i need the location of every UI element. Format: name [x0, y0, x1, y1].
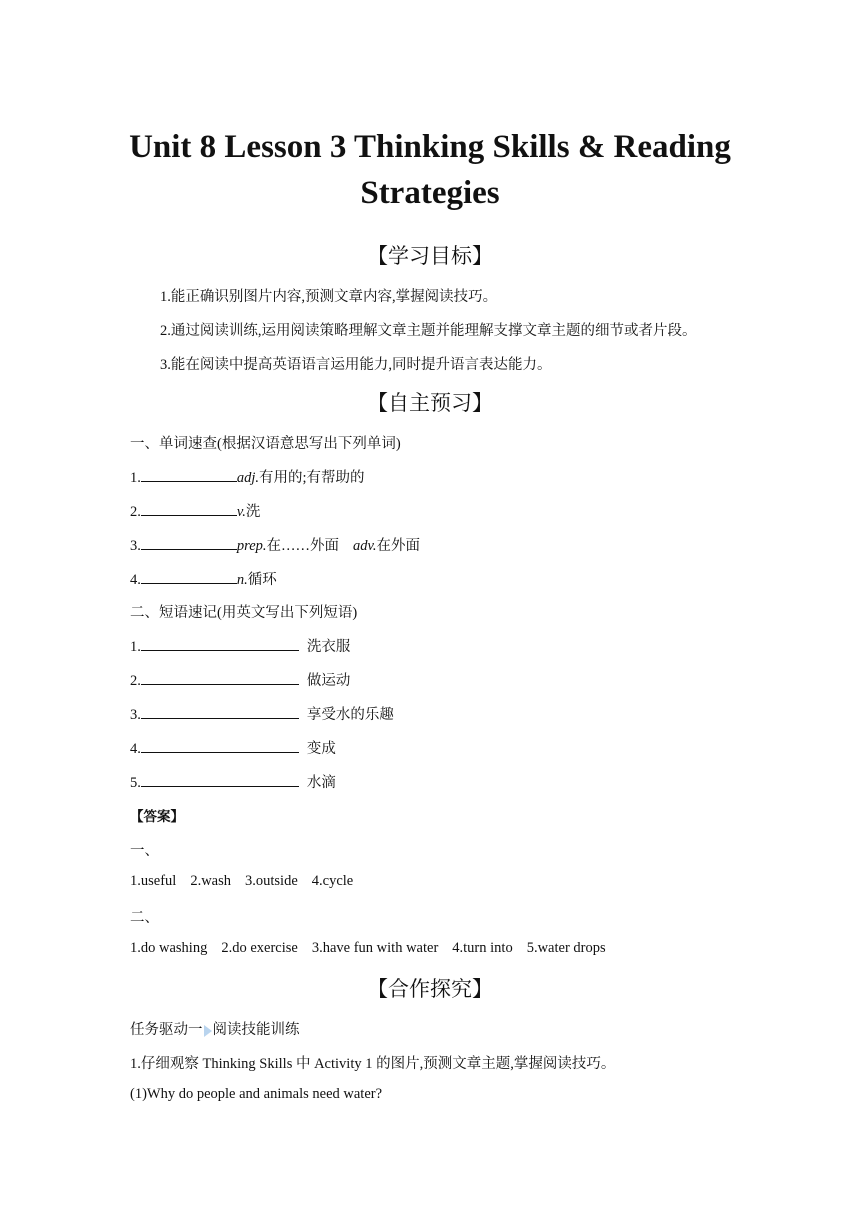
section-heading-preview: 【自主预习】: [367, 391, 493, 415]
answer-blank[interactable]: [141, 772, 299, 787]
page-title: Unit 8 Lesson 3 Thinking Skills & Reading Strategies: [129, 129, 731, 211]
task-heading: 任务驱动一 阅读技能训练: [130, 1022, 300, 1038]
word-item: 1. adj.有用的;有帮助的: [130, 466, 365, 487]
word-item: 4. n.循环: [130, 568, 277, 589]
answers-part1-label: 一、: [130, 843, 159, 859]
phrase-item: 3. 享受水的乐趣: [130, 703, 394, 724]
answer-blank[interactable]: [141, 704, 299, 719]
answers-part1: 1.useful 2.wash 3.outside 4.cycle: [130, 873, 354, 889]
answers-label: 【答案】: [130, 809, 184, 825]
part2-heading: 二、短语速记(用英文写出下列短语): [130, 605, 358, 621]
answer-blank[interactable]: [141, 501, 237, 516]
phrase-item: 1. 洗衣服: [130, 635, 350, 656]
answer-blank[interactable]: [141, 738, 299, 753]
answers-part2: 1.do washing 2.do exercise 3.have fun with water 4.turn into 5.water drops: [130, 940, 606, 956]
question-1-1: (1)Why do people and animals need water?: [130, 1086, 383, 1102]
question-1: 1.仔细观察 Thinking Skills 中 Activity 1 的图片,预测文章主题,掌握阅读技巧。: [130, 1056, 616, 1072]
answer-blank[interactable]: [141, 670, 299, 685]
part1-heading: 一、单词速查(根据汉语意思写出下列单词): [130, 436, 401, 452]
phrase-item: 5. 水滴: [130, 771, 336, 792]
objective-item: 3.能在阅读中提高英语语言运用能力,同时提升语言表达能力。: [160, 357, 552, 373]
phrase-item: 2. 做运动: [130, 669, 350, 690]
word-item: 2. v.洗: [130, 500, 260, 521]
section-heading-objectives: 【学习目标】: [367, 244, 493, 268]
word-item: 3. prep.在……外面 adv.在外面: [130, 534, 420, 555]
section-heading-cooperate: 【合作探究】: [367, 977, 493, 1001]
answers-part2-label: 二、: [130, 910, 159, 926]
arrow-right-icon: [204, 1025, 212, 1037]
answer-blank[interactable]: [141, 535, 237, 550]
phrase-item: 4. 变成: [130, 737, 336, 758]
objective-item: 1.能正确识别图片内容,预测文章内容,掌握阅读技巧。: [160, 289, 498, 305]
answer-blank[interactable]: [141, 636, 299, 651]
answer-blank[interactable]: [141, 569, 237, 584]
objective-item: 2.通过阅读训练,运用阅读策略理解文章主题并能理解支撑文章主题的细节或者片段。: [160, 323, 697, 339]
answer-blank[interactable]: [141, 467, 237, 482]
